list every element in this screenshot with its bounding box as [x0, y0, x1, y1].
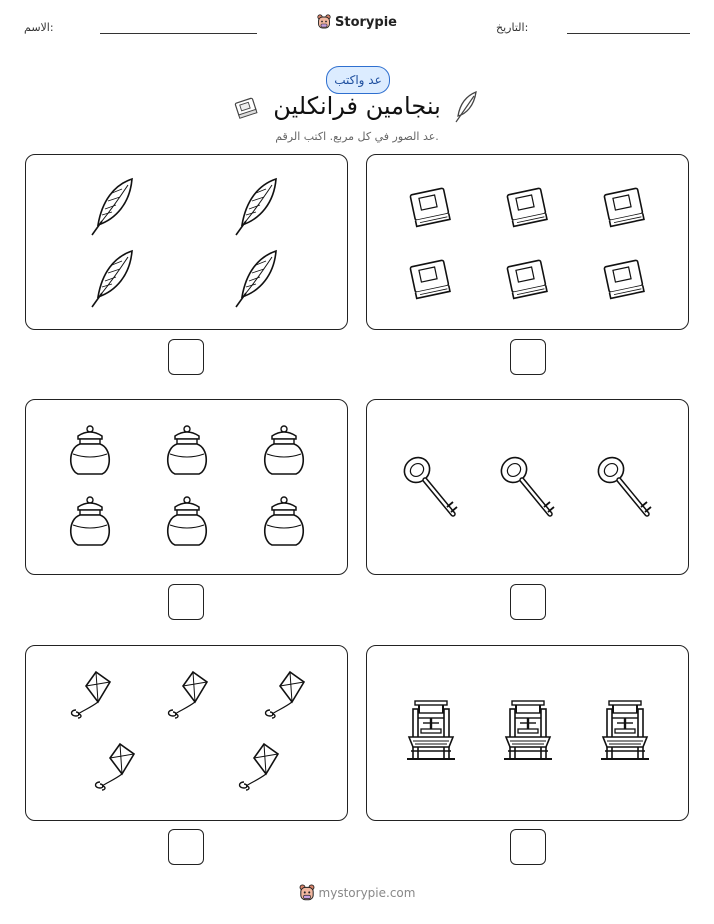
book-icon — [410, 260, 450, 298]
jar-icon — [71, 497, 110, 545]
feathers-group — [26, 155, 346, 328]
jars-group — [26, 400, 346, 573]
count-box-jars — [25, 399, 348, 575]
book-icon — [507, 260, 547, 298]
keys-group — [367, 400, 687, 573]
count-box-printing-presses — [366, 645, 689, 821]
jar-icon — [168, 426, 207, 474]
book-icon — [507, 188, 547, 226]
kite-icon — [72, 672, 111, 718]
storypie-logo-icon — [299, 884, 315, 902]
key-icon — [496, 452, 554, 514]
answer-box[interactable] — [168, 339, 204, 375]
feather-icon — [92, 179, 132, 235]
key-icon — [399, 452, 457, 514]
jar-icon — [265, 497, 304, 545]
name-label: الاسم: — [24, 21, 54, 34]
feather-icon — [452, 90, 482, 124]
answer-box[interactable] — [168, 584, 204, 620]
key-icon — [593, 452, 651, 514]
kite-icon — [96, 744, 135, 790]
brand-name: Storypie — [335, 14, 397, 30]
jar-icon — [265, 426, 304, 474]
activity-badge: عد واكتب — [326, 66, 390, 94]
book-icon — [410, 188, 450, 226]
footer-url[interactable]: mystorypie.com — [318, 886, 416, 900]
book-icon — [604, 260, 644, 298]
count-box-keys — [366, 399, 689, 575]
count-box-books — [366, 154, 689, 330]
answer-box[interactable] — [510, 339, 546, 375]
kite-icon — [240, 744, 279, 790]
answer-box[interactable] — [510, 584, 546, 620]
answer-box[interactable] — [510, 829, 546, 865]
printing-press-icon — [504, 701, 552, 759]
count-box-feathers — [25, 154, 348, 330]
printing-press-icon — [407, 701, 455, 759]
kites-group — [26, 646, 346, 819]
jar-icon — [168, 497, 207, 545]
books-group — [367, 155, 687, 328]
feather-icon — [236, 251, 276, 307]
feather-icon — [236, 179, 276, 235]
count-box-kites — [25, 645, 348, 821]
date-line[interactable] — [567, 33, 690, 34]
book-icon — [604, 188, 644, 226]
storypie-logo-icon — [317, 14, 331, 30]
page-title: بنجامين فرانكلين — [273, 92, 441, 120]
kite-icon — [169, 672, 208, 718]
instructions: عد الصور في كل مربع. اكتب الرقم. — [275, 130, 439, 143]
date-label: التاريخ: — [496, 21, 529, 34]
kite-icon — [266, 672, 305, 718]
brand — [0, 14, 714, 30]
answer-box[interactable] — [168, 829, 204, 865]
feather-icon — [92, 251, 132, 307]
name-line[interactable] — [100, 33, 257, 34]
printing-press-icon — [601, 701, 649, 759]
jar-icon — [71, 426, 110, 474]
footer — [0, 884, 714, 902]
presses-group — [367, 646, 687, 819]
